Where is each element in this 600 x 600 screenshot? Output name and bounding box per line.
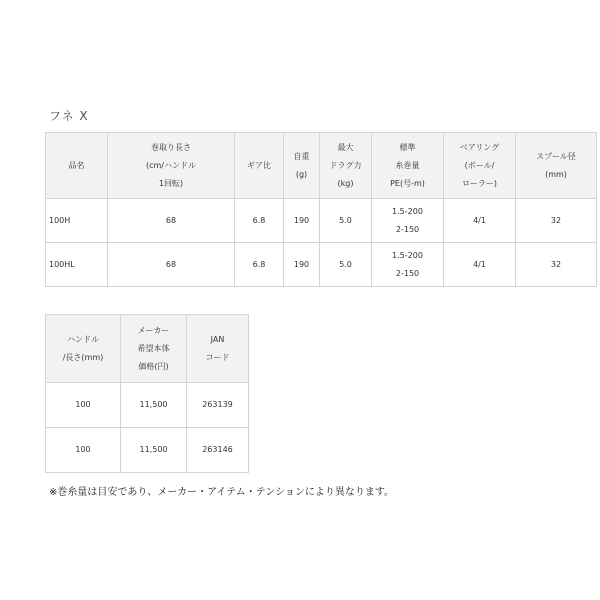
cell-line-capacity: 1.5-200 2-150 <box>372 243 444 287</box>
table-row <box>46 383 249 428</box>
table-row <box>46 243 597 287</box>
cell-max-drag: 5.0 <box>320 243 372 287</box>
cell-spool-diameter: 32 <box>516 243 597 287</box>
cell-product-name: 100H <box>46 199 108 243</box>
header-cell-handle-length: ハンドル /長さ(mm) <box>46 315 121 383</box>
header-cell-spool-diameter: スプール径 (mm) <box>516 133 597 199</box>
cell-retail-price: 11,500 <box>121 428 187 473</box>
spec-header-row <box>46 133 597 199</box>
cell-max-drag: 5.0 <box>320 199 372 243</box>
header-cell-jan-code: JAN コード <box>187 315 249 383</box>
cell-handle-length: 100 <box>46 428 121 473</box>
table-row <box>46 428 249 473</box>
cell-bearing: 4/1 <box>444 243 516 287</box>
cell-jan-code: 263139 <box>187 383 249 428</box>
cell-gear-ratio: 6.8 <box>235 199 284 243</box>
header-cell-retail-price: メーカー 希望本体 価格(円) <box>121 315 187 383</box>
cell-weight: 190 <box>284 243 320 287</box>
header-cell-line-capacity: 標準 糸巻量 PE(号-m) <box>372 133 444 199</box>
cell-retail-price: 11,500 <box>121 383 187 428</box>
table-row <box>46 199 597 243</box>
price-header-row <box>46 315 249 383</box>
footnote: ※巻糸量は目安であり、メーカー・アイテム・テンションにより異なります。 <box>49 487 395 498</box>
header-cell-retrieve-length: 巻取り長さ (cm/ハンドル 1回転) <box>108 133 235 199</box>
cell-product-name: 100HL <box>46 243 108 287</box>
cell-handle-length: 100 <box>46 383 121 428</box>
cell-weight: 190 <box>284 199 320 243</box>
cell-bearing: 4/1 <box>444 199 516 243</box>
spec-table <box>45 132 597 287</box>
price-table <box>45 314 249 473</box>
header-cell-weight: 自重 (g) <box>284 133 320 199</box>
header-cell-bearing: ベアリング (ボール/ ローラー) <box>444 133 516 199</box>
header-cell-product-name: 品名 <box>46 133 108 199</box>
cell-jan-code: 263146 <box>187 428 249 473</box>
cell-gear-ratio: 6.8 <box>235 243 284 287</box>
header-cell-max-drag: 最大 ドラグ力 (kg) <box>320 133 372 199</box>
cell-retrieve-length: 68 <box>108 243 235 287</box>
cell-retrieve-length: 68 <box>108 199 235 243</box>
cell-spool-diameter: 32 <box>516 199 597 243</box>
product-title: フネ X <box>49 109 89 123</box>
cell-line-capacity: 1.5-200 2-150 <box>372 199 444 243</box>
header-cell-gear-ratio: ギア比 <box>235 133 284 199</box>
